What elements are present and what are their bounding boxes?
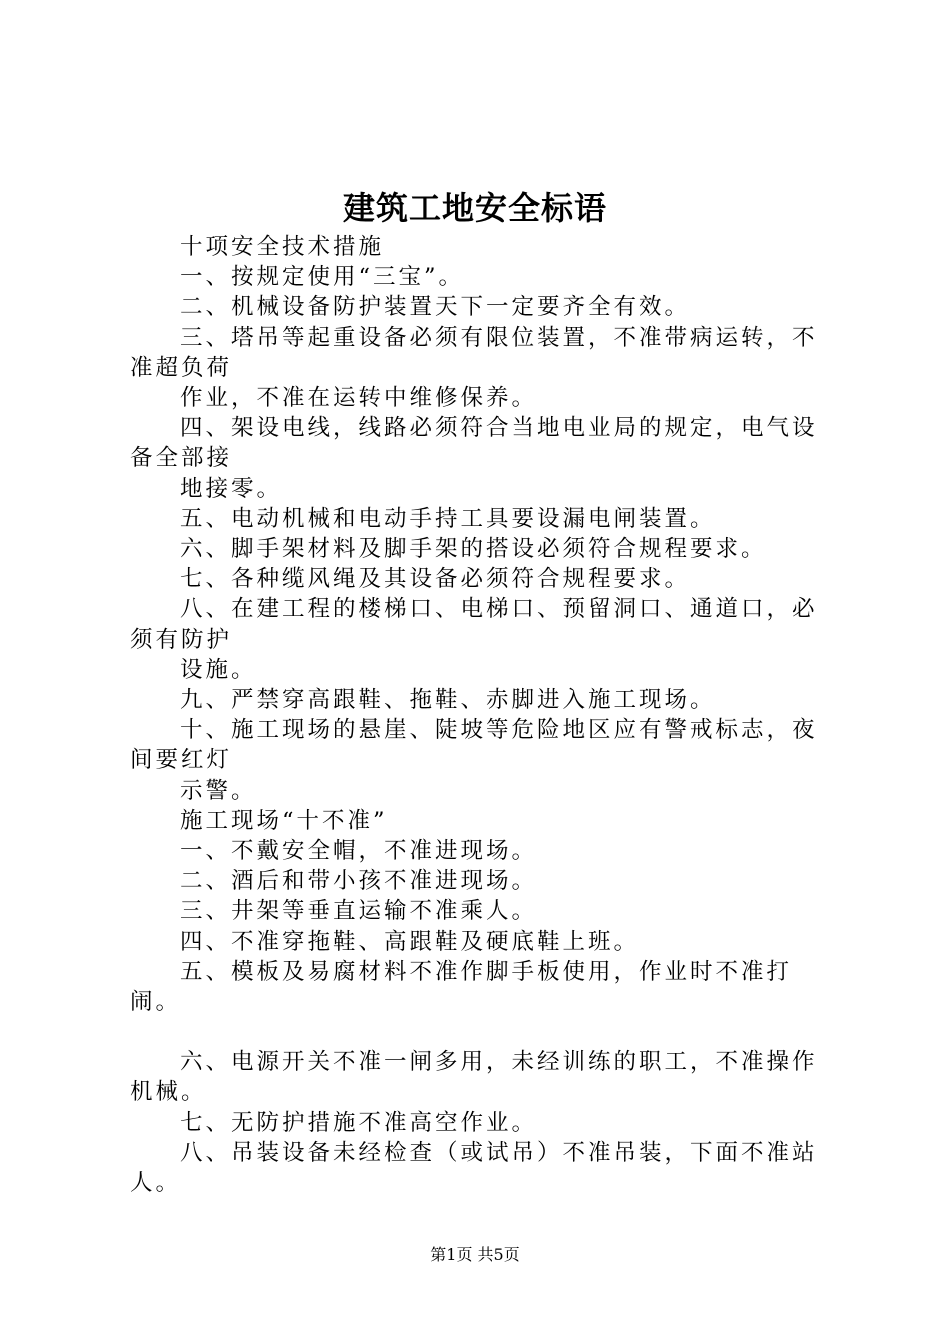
rule-item-2: 二、酒后和带小孩不准进现场。 [180, 868, 538, 895]
rule-item-3: 三、井架等垂直运输不准乘人。 [180, 898, 538, 925]
section-heading-ten-prohibitions: 施工现场“十不准” [180, 807, 388, 834]
measure-item-4-cont: 地接零。 [180, 475, 283, 502]
measure-item-4: 四、架设电线，线路必须符合当地电业局的规定，电气设备全部接 [130, 415, 818, 472]
rule-item-8: 八、吊装设备未经检查（或试吊）不准吊装，下面不准站人。 [130, 1139, 818, 1197]
measure-item-3-cont: 作业，不准在运转中维修保养。 [180, 385, 538, 412]
measure-item-8: 八、在建工程的楼梯口、电梯口、预留洞口、通道口，必须有防护 [130, 596, 818, 653]
measure-item-5: 五、电动机械和电动手持工具要设漏电闸装置。 [180, 505, 716, 532]
document-body [130, 232, 842, 1198]
rule-item-5: 五、模板及易腐材料不准作脚手板使用，作业时不准打闹。 [130, 958, 793, 1016]
measure-item-1: 一、按规定使用“三宝”。 [180, 264, 465, 291]
measure-item-10-cont: 示警。 [180, 777, 257, 804]
measure-item-10: 十、施工现场的悬崖、陡坡等危险地区应有警戒标志，夜间要红灯 [130, 717, 818, 774]
rule-item-4: 四、不准穿拖鞋、高跟鞋及硬底鞋上班。 [180, 928, 640, 955]
page-footer: 第1页 共5页 [430, 1245, 520, 1264]
rule-item-7: 七、无防护措施不准高空作业。 [180, 1109, 538, 1136]
measure-item-6: 六、脚手架材料及脚手架的搭设必须符合规程要求。 [180, 536, 767, 563]
measure-item-9: 九、严禁穿高跟鞋、拖鞋、赤脚进入施工现场。 [180, 687, 716, 714]
rule-item-1: 一、不戴安全帽，不准进现场。 [180, 838, 538, 865]
measure-item-3: 三、塔吊等起重设备必须有限位装置，不准带病运转，不准超负荷 [130, 324, 818, 381]
measure-item-2: 二、机械设备防护装置天下一定要齐全有效。 [180, 294, 691, 321]
rule-item-6: 六、电源开关不准一闸多用，未经训练的职工，不准操作机械。 [130, 1049, 818, 1106]
measure-item-8-cont: 设施。 [180, 656, 257, 683]
document-title: 建筑工地安全标语 [342, 189, 607, 227]
section-heading-ten-measures: 十项安全技术措施 [180, 234, 385, 260]
measure-item-7: 七、各种缆风绳及其设备必须符合规程要求。 [180, 566, 691, 593]
